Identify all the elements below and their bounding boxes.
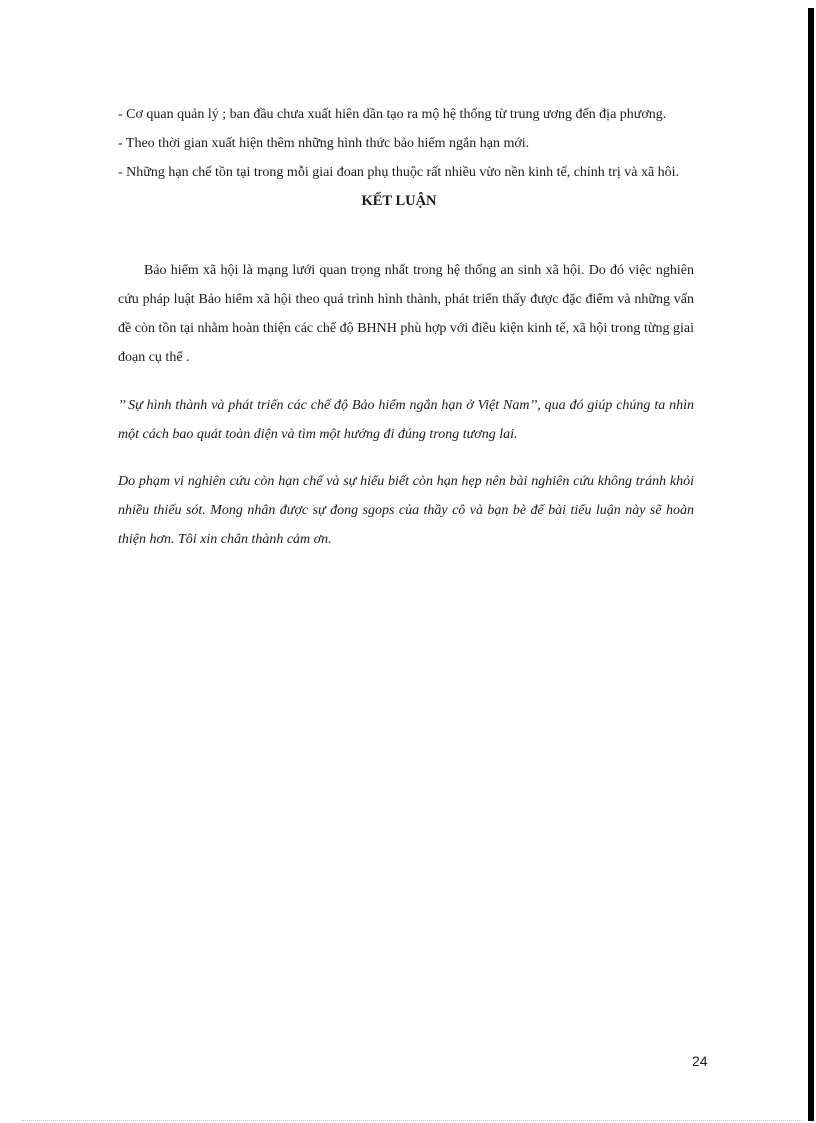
page-content [118, 100, 694, 554]
conclusion-italic-paragraph: ’’ Sự hình thành và phát triển các chế độ Bảo hiểm ngắn hạn ở Việt Nam’’, qua đó giúp chúng ta nhìn một cách bao quát toàn diện và tìm một hướng đi đúng trong tương lai. [118, 398, 694, 442]
page-number: 24 [692, 1053, 708, 1069]
bullet-item: - Theo thời gian xuất hiện thêm những hình thức bảo hiểm ngắn hạn mới. [118, 136, 530, 151]
page-bottom-border [22, 1120, 802, 1121]
spacer [118, 216, 694, 256]
conclusion-paragraph: Bảo hiểm xã hội là mạng lưới quan trọng nhất trong hệ thống an sinh xã hội. Do đó việc nghiên cứu pháp luật Bảo hiểm xã hội theo quá trình hình thành, phát triển thấy được đặc điểm và những vấn đề còn tồn tại nhằm hoàn thiện các chế độ BHNH phù hợp với điều kiện kinh tế, xã hội trong từng giai đoạn cụ thể . [118, 263, 694, 365]
section-heading: KẾT LUẬN [361, 193, 437, 209]
closing-italic-paragraph: Do phạm vi nghiên cứu còn hạn chế và sự hiểu biết còn hạn hẹp nên bài nghiên cứu không tránh khỏi nhiều thiếu sót. Mong nhân được sự đong sgops của thầy cô và bạn bè để bài tiểu luận này sẽ hoàn thiện hơn. Tôi xin chân thành cảm ơn. [118, 474, 694, 547]
page-shadow [808, 8, 814, 1121]
bullet-item: - Những hạn chế tồn tại trong mỗi giai đoan phụ thuộc rất nhiều vừo nền kinh tế, chính trị và xã hôi. [118, 165, 680, 180]
bullet-list [118, 100, 694, 187]
bullet-item: - Cơ quan quản lý ; ban đầu chưa xuất hiên dần tạo ra mộ hệ thống từ trung ương đến địa phương. [118, 107, 667, 122]
